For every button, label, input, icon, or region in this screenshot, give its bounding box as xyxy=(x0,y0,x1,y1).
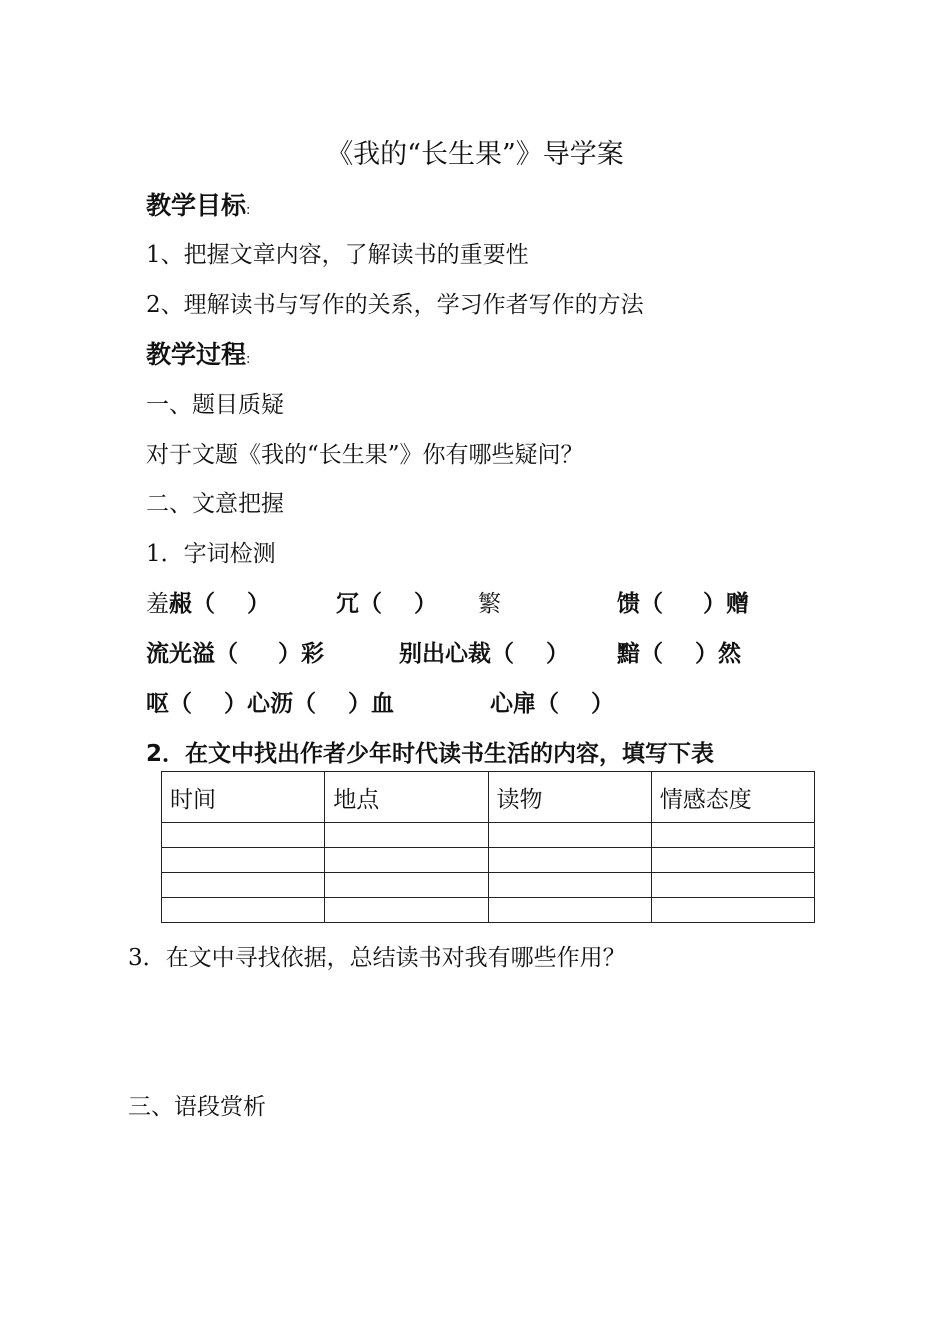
table-cell[interactable] xyxy=(651,823,814,848)
table-row xyxy=(162,823,815,848)
section-2-title: 二、文意把握 xyxy=(146,491,284,517)
vocab-word: 繁 xyxy=(478,591,501,617)
reading-life-table xyxy=(161,771,815,923)
vocab-word: 流光溢（ ）彩 xyxy=(146,641,325,667)
table-cell[interactable] xyxy=(651,873,814,898)
objectives-heading-text: 教学目标 xyxy=(146,191,247,220)
table-cell[interactable] xyxy=(325,823,488,848)
item-1-title: 1．字词检测 xyxy=(146,541,276,567)
vocab-item xyxy=(490,685,614,718)
vocab-word: 黯（ ）然 xyxy=(617,641,742,667)
objective-2: 2、理解读书与写作的关系，学习作者写作的方法 xyxy=(146,292,644,318)
vocab-item xyxy=(617,635,741,668)
table-cell[interactable] xyxy=(488,823,651,848)
vocab-item xyxy=(146,585,270,618)
item-2-title: 2．在文中找出作者少年时代读书生活的内容，填写下表 xyxy=(146,741,715,767)
process-heading xyxy=(146,335,250,371)
table-cell[interactable] xyxy=(488,873,651,898)
objective-1: 1、把握文章内容，了解读书的重要性 xyxy=(146,242,529,268)
section-1-question: 对于文题《我的“长生果”》你有哪些疑问？ xyxy=(146,442,584,468)
vocab-word: 呕（ ）心沥（ ）血 xyxy=(146,691,395,717)
table-cell[interactable] xyxy=(162,823,325,848)
vocab-word: 别出心裁（ ） xyxy=(399,641,570,667)
process-heading-colon: : xyxy=(246,352,251,367)
table-cell[interactable] xyxy=(651,848,814,873)
table-cell[interactable] xyxy=(488,848,651,873)
table-header-row xyxy=(162,772,815,823)
vocab-prefix: 羞 xyxy=(146,591,169,617)
vocab-item xyxy=(146,635,324,668)
header-place: 地点 xyxy=(325,772,488,823)
table-cell[interactable] xyxy=(651,898,814,923)
table-cell[interactable] xyxy=(488,898,651,923)
table-cell[interactable] xyxy=(162,848,325,873)
vocab-word: 赧（ ） xyxy=(169,591,271,617)
table-cell[interactable] xyxy=(325,848,488,873)
table-cell[interactable] xyxy=(162,873,325,898)
vocab-word: 心扉（ ） xyxy=(490,691,615,717)
objectives-heading-colon: : xyxy=(246,203,251,218)
table-row xyxy=(162,898,815,923)
objectives-heading xyxy=(146,186,250,222)
item-3-title: 3．在文中寻找依据，总结读书对我有哪些作用？ xyxy=(128,945,626,971)
process-heading-text: 教学过程 xyxy=(146,340,247,369)
section-3-title: 三、语段赏析 xyxy=(128,1094,266,1120)
vocab-item xyxy=(478,585,501,618)
vocab-item xyxy=(617,585,749,618)
vocab-word: 馈（ ）赠 xyxy=(617,591,750,617)
vocab-item xyxy=(399,635,569,668)
header-reading-material: 读物 xyxy=(488,772,651,823)
vocab-word: 冗（ ） xyxy=(336,591,438,617)
table-row xyxy=(162,873,815,898)
table-cell[interactable] xyxy=(162,898,325,923)
table-cell[interactable] xyxy=(325,873,488,898)
vocab-item xyxy=(146,685,394,718)
page-title: 《我的“长生果”》导学案 xyxy=(326,139,624,170)
table-cell[interactable] xyxy=(325,898,488,923)
header-attitude: 情感态度 xyxy=(651,772,814,823)
section-1-title: 一、题目质疑 xyxy=(146,392,284,418)
vocab-item xyxy=(336,585,437,618)
table-row xyxy=(162,848,815,873)
header-time: 时间 xyxy=(162,772,325,823)
